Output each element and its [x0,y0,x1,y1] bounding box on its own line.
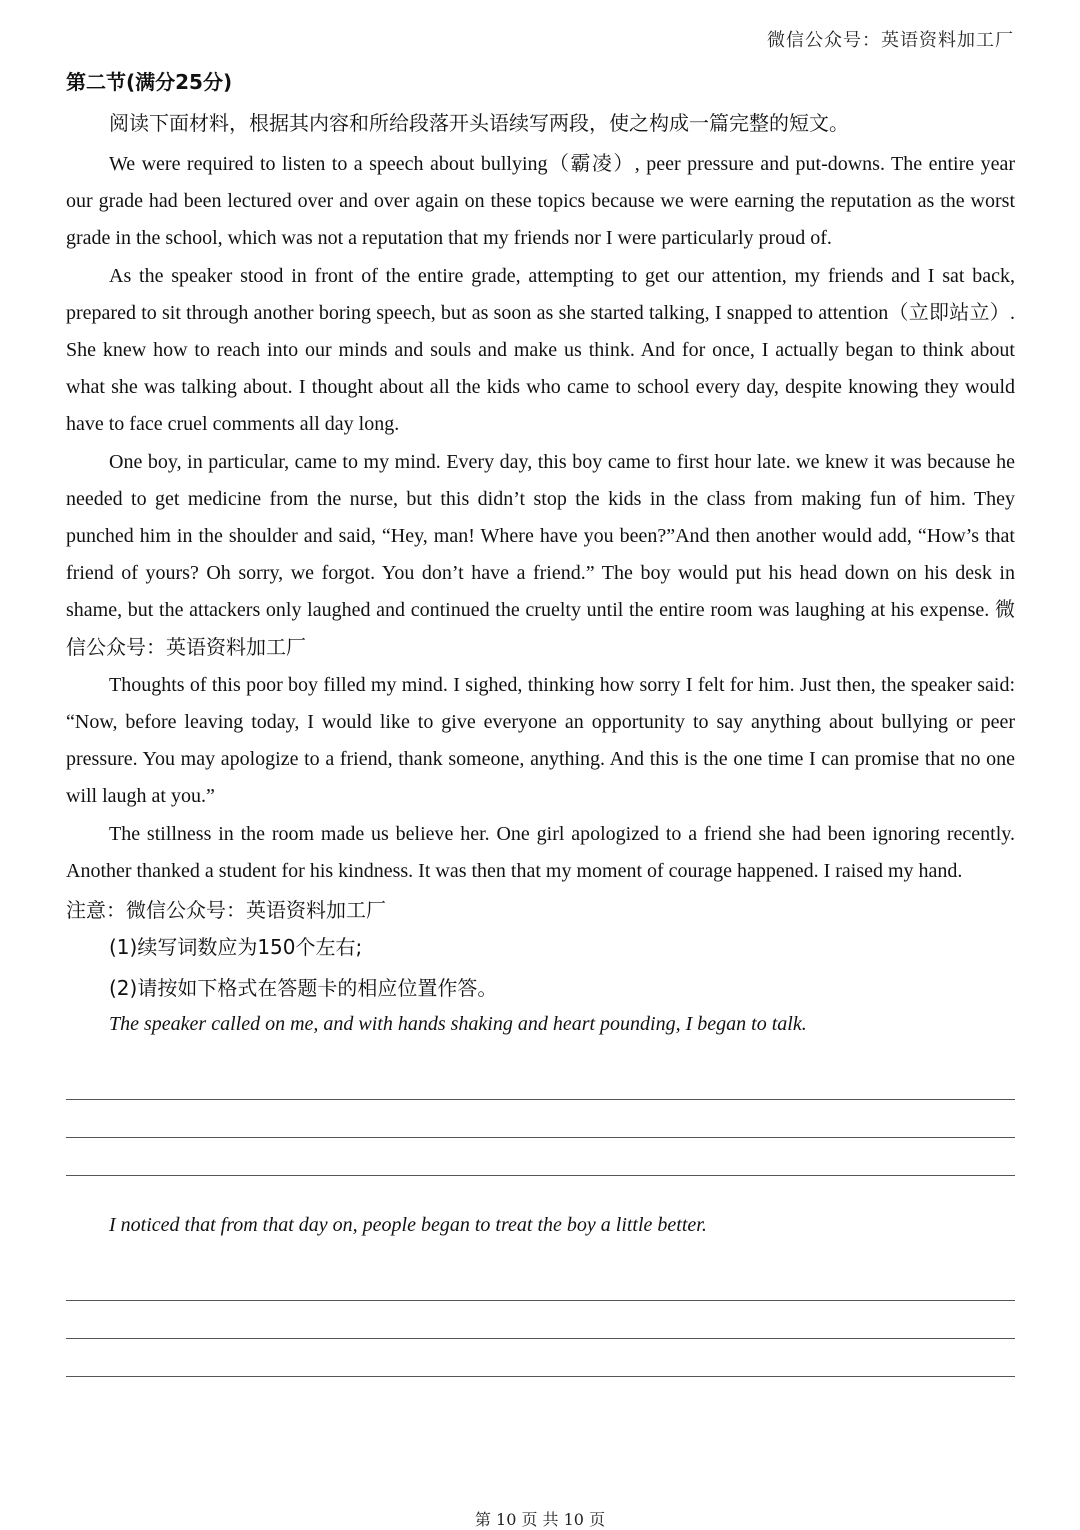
paragraph-starter-2: I noticed that from that day on, people began to treat the boy a little better. [109,1214,707,1237]
notes-title: 注意：微信公众号：英语资料加工厂 [66,898,386,923]
paragraph-starter-1: The speaker called on me, and with hands shaking and heart pounding, I began to talk. [109,1013,807,1036]
instruction: 阅读下面材料，根据其内容和所给段落开头语续写两段，使之构成一篇完整的短文。 [109,111,849,135]
writing-line[interactable] [66,1100,1015,1138]
answer-lines-1 [66,1062,1015,1176]
note-item-2: (2)请按如下格式在答题卡的相应位置作答。 [109,976,498,1001]
passage-paragraph-3: One boy, in particular, came to my mind. Every day, this boy came to first hour late. we knew it was because he needed to get medicine from the nurse, but this didn’t stop the kids in the class from making fun of him. They punched him in the shoulder and said, “Hey, man! Where have you been?”And then another would add, “How’s that friend of yours? Oh sorry, we forgot. You don’t have a friend.” The boy would put his head down on his desk in shame, but the attackers only laughed and continued the cruelty until the entire room was laughing at his expense. 微信公众号：英语资料加工厂 [66,450,1015,659]
passage-paragraph-5: The stillness in the room made us believe her. One girl apologized to a friend she had been ignoring recently. Another thanked a student for his kindness. It was then that my moment of courage happened. I raised my hand. [66,822,1015,882]
header-watermark: 微信公众号：英语资料加工厂 [767,30,1014,51]
passage-paragraph-4: Thoughts of this poor boy filled my mind. I sighed, thinking how sorry I felt for him. Just then, the speaker said: “Now, before leaving today, I would like to give everyone an opportunity to say anything about bullying or peer pressure. You may apologize to a friend, thank someone, anything. And this is the one time I can promise that no one will laugh at you.” [66,673,1015,808]
passage-paragraph-1: We were required to listen to a speech about bullying（霸凌）, peer pressure and put-downs. The entire year our grade had been lectured over and over again on these topics because we were earning the reputation as the worst grade in the school, which was not a reputation that my friends nor I were particularly proud of. [66,153,1015,250]
writing-line[interactable] [66,1062,1015,1100]
writing-line[interactable] [66,1339,1015,1377]
answer-lines-2 [66,1263,1015,1377]
document-body [66,66,1015,1377]
passage-paragraph-2: As the speaker stood in front of the entire grade, attempting to get our attention, my friends and I sat back, prepared to sit through another boring speech, but as soon as she started talking, I snapped to attention（立即站立）. She knew how to reach into our minds and souls and make us think. And for once, I actually began to think about what she was talking about. I thought about all the kids who came to school every day, despite knowing they would have to face cruel comments all day long. [66,264,1015,436]
page-number: 第 10 页 共 10 页 [474,1510,606,1529]
writing-line[interactable] [66,1263,1015,1301]
note-item-1: (1)续写词数应为150个左右; [109,935,363,960]
writing-line[interactable] [66,1138,1015,1176]
writing-line[interactable] [66,1301,1015,1339]
section-title: 第二节(满分25分) [66,70,233,94]
